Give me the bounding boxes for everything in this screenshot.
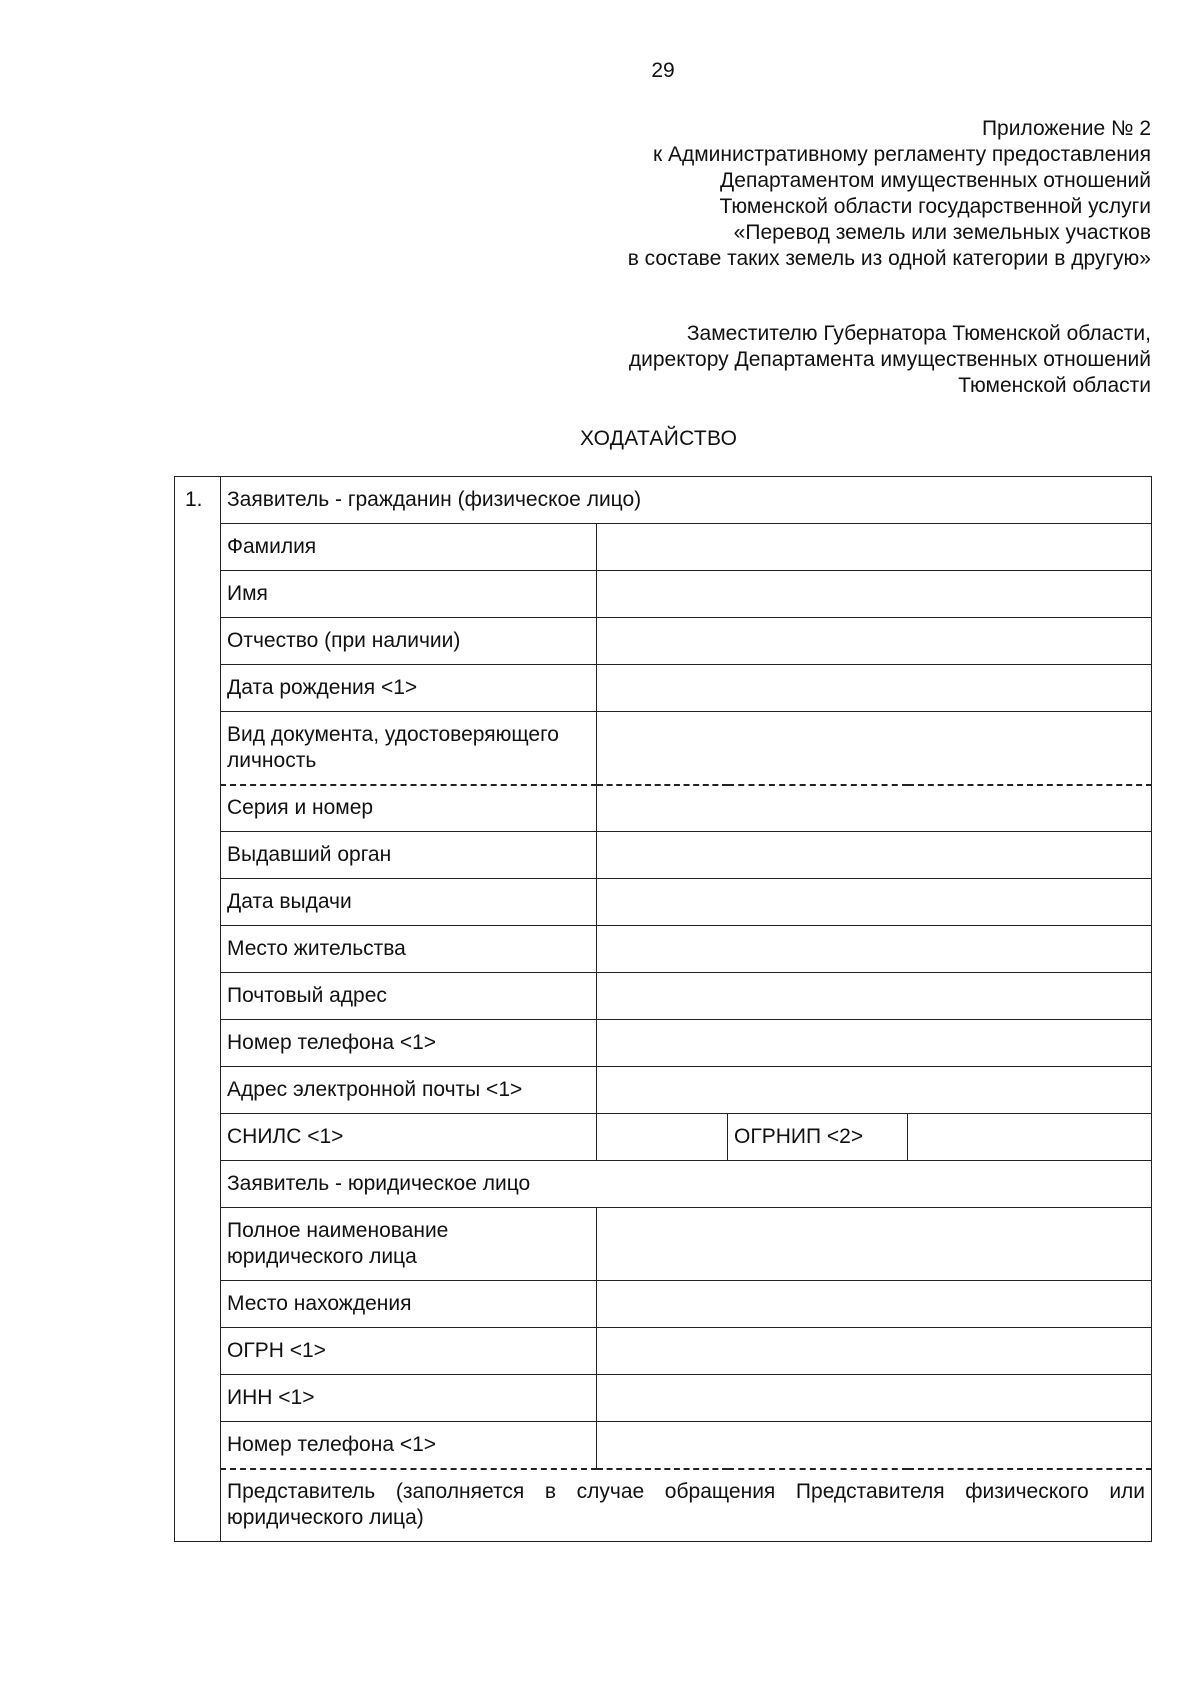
individual-applicant-header: Заявитель - гражданин (физическое лицо)	[221, 477, 1152, 524]
field-input-name[interactable]	[597, 571, 1152, 618]
document-title: ХОДАТАЙСТВО	[580, 427, 738, 450]
form-row	[175, 1020, 1152, 1067]
field-input-legal-phone[interactable]	[597, 1422, 1152, 1469]
form-row-individual-header	[175, 477, 1152, 524]
form-row	[175, 618, 1152, 665]
field-label-inn: ИНН <1>	[221, 1375, 597, 1422]
field-label-patronymic: Отчество (при наличии)	[221, 618, 597, 665]
field-input-patronymic[interactable]	[597, 618, 1152, 665]
form-row	[175, 1328, 1152, 1375]
appendix-block	[628, 116, 1151, 272]
field-input-snils[interactable]	[597, 1114, 728, 1161]
addressee-line: директору Департамента имущественных отношений	[628, 348, 1151, 371]
field-label-snils: СНИЛС <1>	[221, 1114, 597, 1161]
form-row	[175, 1067, 1152, 1114]
field-input-birth-date[interactable]	[597, 665, 1152, 712]
appendix-line: «Перевод земель или земельных участков	[733, 221, 1151, 244]
form-row	[175, 879, 1152, 926]
field-label-name: Имя	[221, 571, 597, 618]
field-label-location: Место нахождения	[221, 1281, 597, 1328]
field-input-inn[interactable]	[597, 1375, 1152, 1422]
field-input-surname[interactable]	[597, 524, 1152, 571]
field-label-legal-phone: Номер телефона <1>	[221, 1422, 597, 1469]
field-input-location[interactable]	[597, 1281, 1152, 1328]
appendix-line: Приложение № 2	[981, 117, 1151, 140]
form-row	[175, 1208, 1152, 1281]
form-row	[175, 571, 1152, 618]
field-label-residence: Место жительства	[221, 926, 597, 973]
addressee-block	[629, 321, 1151, 399]
field-label-ogrn: ОГРН <1>	[221, 1328, 597, 1375]
section-number: 1.	[175, 477, 221, 1542]
addressee-line: Заместителю Губернатора Тюменской области,	[686, 322, 1151, 345]
form-row-representative	[175, 1469, 1152, 1542]
field-label-email: Адрес электронной почты <1>	[221, 1067, 597, 1114]
form-row	[175, 712, 1152, 785]
form-row	[175, 1281, 1152, 1328]
representative-note: Представитель (заполняется в случае обращения Представителя физического или юридического лица)	[221, 1469, 1152, 1542]
field-input-id-document-type[interactable]	[597, 712, 1152, 785]
field-label-birth-date: Дата рождения <1>	[221, 665, 597, 712]
field-label-id-document-type: Вид документа, удостоверяющего личность	[221, 712, 597, 785]
page-number: 29	[651, 59, 675, 82]
appendix-line: Департаментом имущественных отношений	[720, 169, 1151, 192]
field-input-issue-date[interactable]	[597, 879, 1152, 926]
form-row-snils-ogrnip	[175, 1114, 1152, 1161]
field-label-issue-date: Дата выдачи	[221, 879, 597, 926]
field-label-ogrnip: ОГРНИП <2>	[728, 1114, 908, 1161]
field-label-issuing-authority: Выдавший орган	[221, 832, 597, 879]
field-label-postal-address: Почтовый адрес	[221, 973, 597, 1020]
legal-entity-header: Заявитель - юридическое лицо	[221, 1161, 1152, 1208]
field-input-residence[interactable]	[597, 926, 1152, 973]
field-input-phone[interactable]	[597, 1020, 1152, 1067]
field-input-series-number[interactable]	[597, 785, 1152, 832]
field-input-ogrnip[interactable]	[908, 1114, 1152, 1161]
form-row	[175, 832, 1152, 879]
petition-form-table	[174, 476, 1152, 1542]
form-row	[175, 785, 1152, 832]
appendix-line: к Административному регламенту предоставления	[652, 143, 1151, 166]
form-row	[175, 926, 1152, 973]
field-input-issuing-authority[interactable]	[597, 832, 1152, 879]
field-label-legal-full-name: Полное наименование юридического лица	[221, 1208, 597, 1281]
form-row	[175, 973, 1152, 1020]
field-label-series-number: Серия и номер	[221, 785, 597, 832]
form-row	[175, 1422, 1152, 1469]
addressee-line: Тюменской области	[958, 374, 1151, 397]
field-input-legal-full-name[interactable]	[597, 1208, 1152, 1281]
form-row	[175, 665, 1152, 712]
field-input-ogrn[interactable]	[597, 1328, 1152, 1375]
field-label-surname: Фамилия	[221, 524, 597, 571]
form-row	[175, 524, 1152, 571]
appendix-line: Тюменской области государственной услуги	[719, 195, 1151, 218]
form-row	[175, 1375, 1152, 1422]
field-input-email[interactable]	[597, 1067, 1152, 1114]
appendix-line: в составе таких земель из одной категории в другую»	[627, 247, 1151, 270]
field-input-postal-address[interactable]	[597, 973, 1152, 1020]
form-row-legal-header	[175, 1161, 1152, 1208]
field-label-phone: Номер телефона <1>	[221, 1020, 597, 1067]
